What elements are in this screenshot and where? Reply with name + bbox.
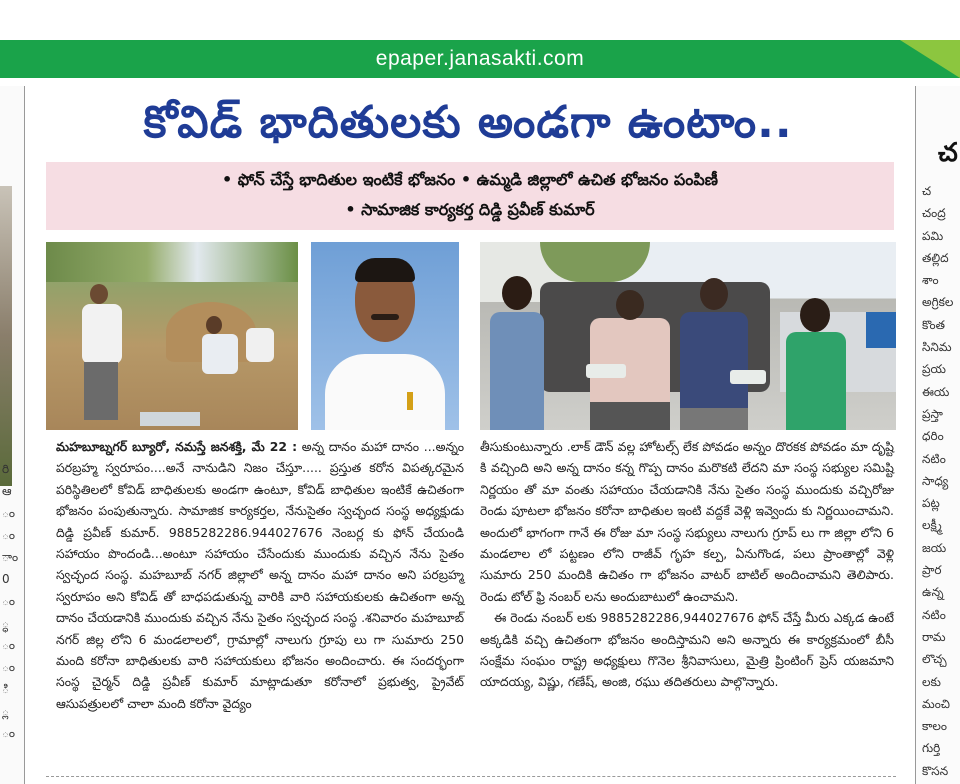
left-edge-text: రి ఆ ం ం ాం 0 ం ్ధ ం ం ి ్ల ం bbox=[2, 462, 19, 740]
bottom-rule bbox=[46, 776, 896, 778]
article-body-col1: అన్న దానం మహా దానం ...అన్నం పరబ్రహ్మ స్వరూపం....అనే నానుడిని నిజం చేస్తూ..... ప్రస్తుత కరోన విపత్కరమైన పరిస్థితిలలో కోవిడ్ బాధితులకు అండగా ఉంటూ, కోవిడ్ బాధితుల ఇంటికే ఉచితంగా భోజనం పంపుతున్నారు. సామాజిక కార్యకర్తల, నేనుసైతం స్వచ్ఛంద సంస్థ అధ్యక్షుడు దిడ్డి ప్రవీణ్ కుమార్. 9885282286.944027676 నెంబర్ల కు ఫోన్ చేయండి సహాయం పొందండి...అంటూ సహాయం చేసేందుకు ముందుకు వచ్చిన నేను సైతం స్వచ్ఛంద సంస్థ. మహబూబ్ నగర్ జిల్లాలో అన్న దానం మహా దానం అని పరబ్రహ్మ స్వరూపం అని కోవిడ్ తో బాధపడుతున్న వారికి వారి సహాయకులకు ఉచితంగా అన్న దానం చేయడానికి ముందుకు వచ్చిన నేను సైతం స్వచ్ఛంద సంస్థ .శనివారం మహబూబ్ నగర్ జిల్ల లోని 6 మండలాలలో, గ్రామాల్లో నాలుగు గ్రూపు లు గా సుమారు 250 మంది కరోనా బాధితులకు వారి సహాయకులు భోజనం అందించారు. ఈ సందర్భంగా సంస్థ చైర్మన్ దిడ్డి ప్రవీణ్ కుమార్ మాట్లాడుతూ కరోనాలో ప్రభుత్వ, ప్రైవేట్ ఆసుపత్రులలో చాలా మంది కరోనా వైద్యం bbox=[56, 439, 464, 711]
photo-food-distribution-field bbox=[46, 242, 298, 430]
site-url[interactable]: epaper.janasakti.com bbox=[375, 47, 585, 70]
subhead-line-1: • ఫోన్ చేస్తే భాదితుల ఇంటికే భోజనం • ఉమ్మడి జిల్లాలో ఉచిత భోజనం పంపిణీ bbox=[221, 170, 719, 189]
article-column-1 bbox=[56, 436, 464, 714]
adjacent-page-left bbox=[0, 86, 25, 784]
right-edge-heading: చ bbox=[938, 138, 958, 168]
edge-photo bbox=[0, 186, 12, 486]
article-dateline: మహబూబ్నగర్ బ్యూరో, నమస్తే జనశక్తి, మే 22 : bbox=[56, 439, 298, 454]
article-column-2 bbox=[480, 436, 894, 693]
article-body-col2-p1: తీసుకుంటున్నారు .లాక్ డౌన్ వల్ల హోటల్స్ లేక పోవడం అన్నం దొరకక పోవడం మా దృష్టి కి వచ్చింది అని అన్న దానం కన్న గొప్ప దానం మరొకటి లేదని మా సంస్థ సభ్యుల సమిష్టి నిర్ణయం తో మా వంతు సహాయం చేయడానికి నేను సైతం సంస్థ ముందుకు వచ్చిరోజు రెండు పూటలా భోజనం కరోనా బాధితుల ఇంటి వద్దకే వెళ్లి ఇవ్వెందు కు నిర్ణయించామని. అందులో భాగంగా గానే ఈ రోజు మా సంస్థ సభ్యులు నాలుగు గ్రూప్ లు గా జిల్లా లోని 6 మండలాల లో పట్టణం లోని రాజీవ్ గృహ కల్ప, ఏనుగొండ, పలు ప్రాంతాల్లో వెళ్లి సుమారు 250 మందికి ఉచితం గా భోజనం వాటర్ బాటిల్ అందించామని తెలిపారు. రెండు టోల్ ఫ్రి నంబర్ లను అందుబాటులో ఉంచామని. bbox=[480, 439, 894, 604]
right-edge-text: చ చంద్ర పమి తల్లిద శాం అగ్రికల కొంత సినిమ ప్రయ ఈయ ప్రస్తా ధరిం నటిం సాధ్య పట్ల లక్ష్మీ జయ ప్రార ఉన్న నటిం రామ లొచ్చ లకు మంచి కాలం గుర్తి కొసన bbox=[922, 184, 954, 778]
subheads-band bbox=[46, 162, 894, 230]
subhead-line-2: • సామాజిక కార్యకర్త దిడ్డి ప్రవీణ్ కుమార్ bbox=[345, 200, 595, 219]
photo-portrait bbox=[311, 242, 459, 430]
article-body-col2-p2: ఈ రెండు నంబర్ లకు 9885282286,944027676 ఫోన్ చేస్తే మీరు ఎక్కడ ఉంటే అక్కడికి వచ్చి ఉచితంగా భోజనం అందిస్తామని అని అన్నారు ఈ కార్యక్రమంలో బీసీ సంక్షేమ సంఘం రాష్ట్ర అధ్యక్షులు గొనెల శ్రీనివాసులు, మైత్రి ప్రింటింగ్ ప్రెస్ యజమాని యాదయ్య, విష్ణు, గణేష్, అంజి, రఘు తదితరులు పాల్గొన్నారు. bbox=[480, 610, 894, 690]
photo-group-handover bbox=[480, 242, 896, 430]
adjacent-page-right bbox=[915, 86, 960, 784]
article-headline: కోవిడ్ భాదితులకు అండగా ఉంటాం.. bbox=[143, 97, 793, 148]
site-banner bbox=[0, 40, 960, 78]
